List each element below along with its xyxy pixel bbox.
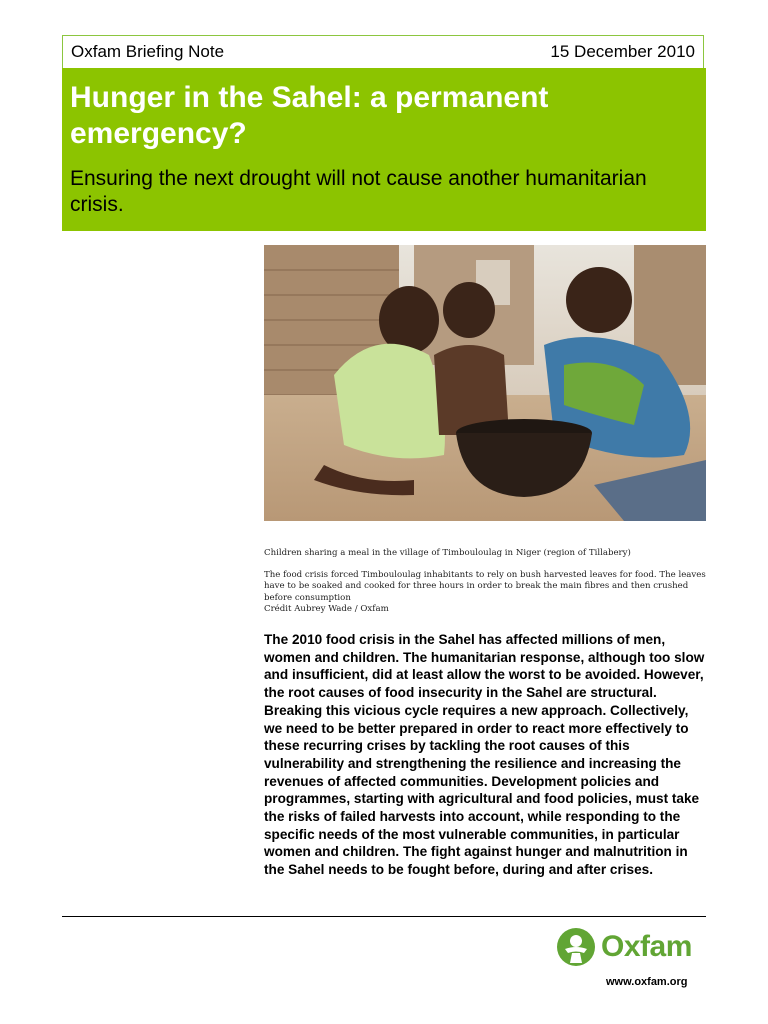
header-bar	[62, 35, 704, 68]
title-banner	[62, 68, 706, 231]
page-title: Hunger in the Sahel: a permanent emergency?	[70, 81, 549, 150]
children-meal-photo	[264, 245, 706, 521]
publication-date: 15 December 2010	[550, 42, 695, 61]
caption-title: Children sharing a meal in the village of Timbouloulag in Niger (region of Tillabery)	[264, 548, 631, 558]
oxfam-logo	[556, 927, 692, 967]
photo-credit: Crédit Aubrey Wade / Oxfam	[264, 604, 389, 614]
page-subtitle: Ensuring the next drought will not cause another humanitarian crisis.	[70, 167, 647, 216]
summary-paragraph: The 2010 food crisis in the Sahel has affected millions of men, women and children. The humanitarian response, although too slow and insufficient, did at least allow the worst to be avoided. However, the root causes of food insecurity in the Sahel are structural. Breaking this vicious cycle requires a new approach. Collectively, we need to be better prepared in order to react more effectively to these recurring crises by tackling the root causes of this vulnerability and strengthening the resilience and increasing the revenues of affected communities. Development policies and programmes, starting with agricultural and food policies, must take the risks of failed harvests into account, while responding to the specific needs of the most vulnerable communities, in particular women and children. The fight against hunger and malnutrition in the Sahel needs to be fought before, during and after crises.	[264, 632, 705, 878]
website-link[interactable]: www.oxfam.org	[606, 976, 688, 988]
footer-divider	[62, 916, 706, 917]
photo-caption	[264, 548, 708, 616]
logo-wordmark: Oxfam	[601, 930, 692, 963]
oxfam-logo-icon	[556, 927, 596, 967]
caption-description: The food crisis forced Timbouloulag inhabitants to rely on bush harvested leaves for food. The leaves have to be soaked and cooked for three hours in order to break the main fibres and then crushed before consumption	[264, 569, 706, 603]
series-label: Oxfam Briefing Note	[71, 42, 225, 61]
